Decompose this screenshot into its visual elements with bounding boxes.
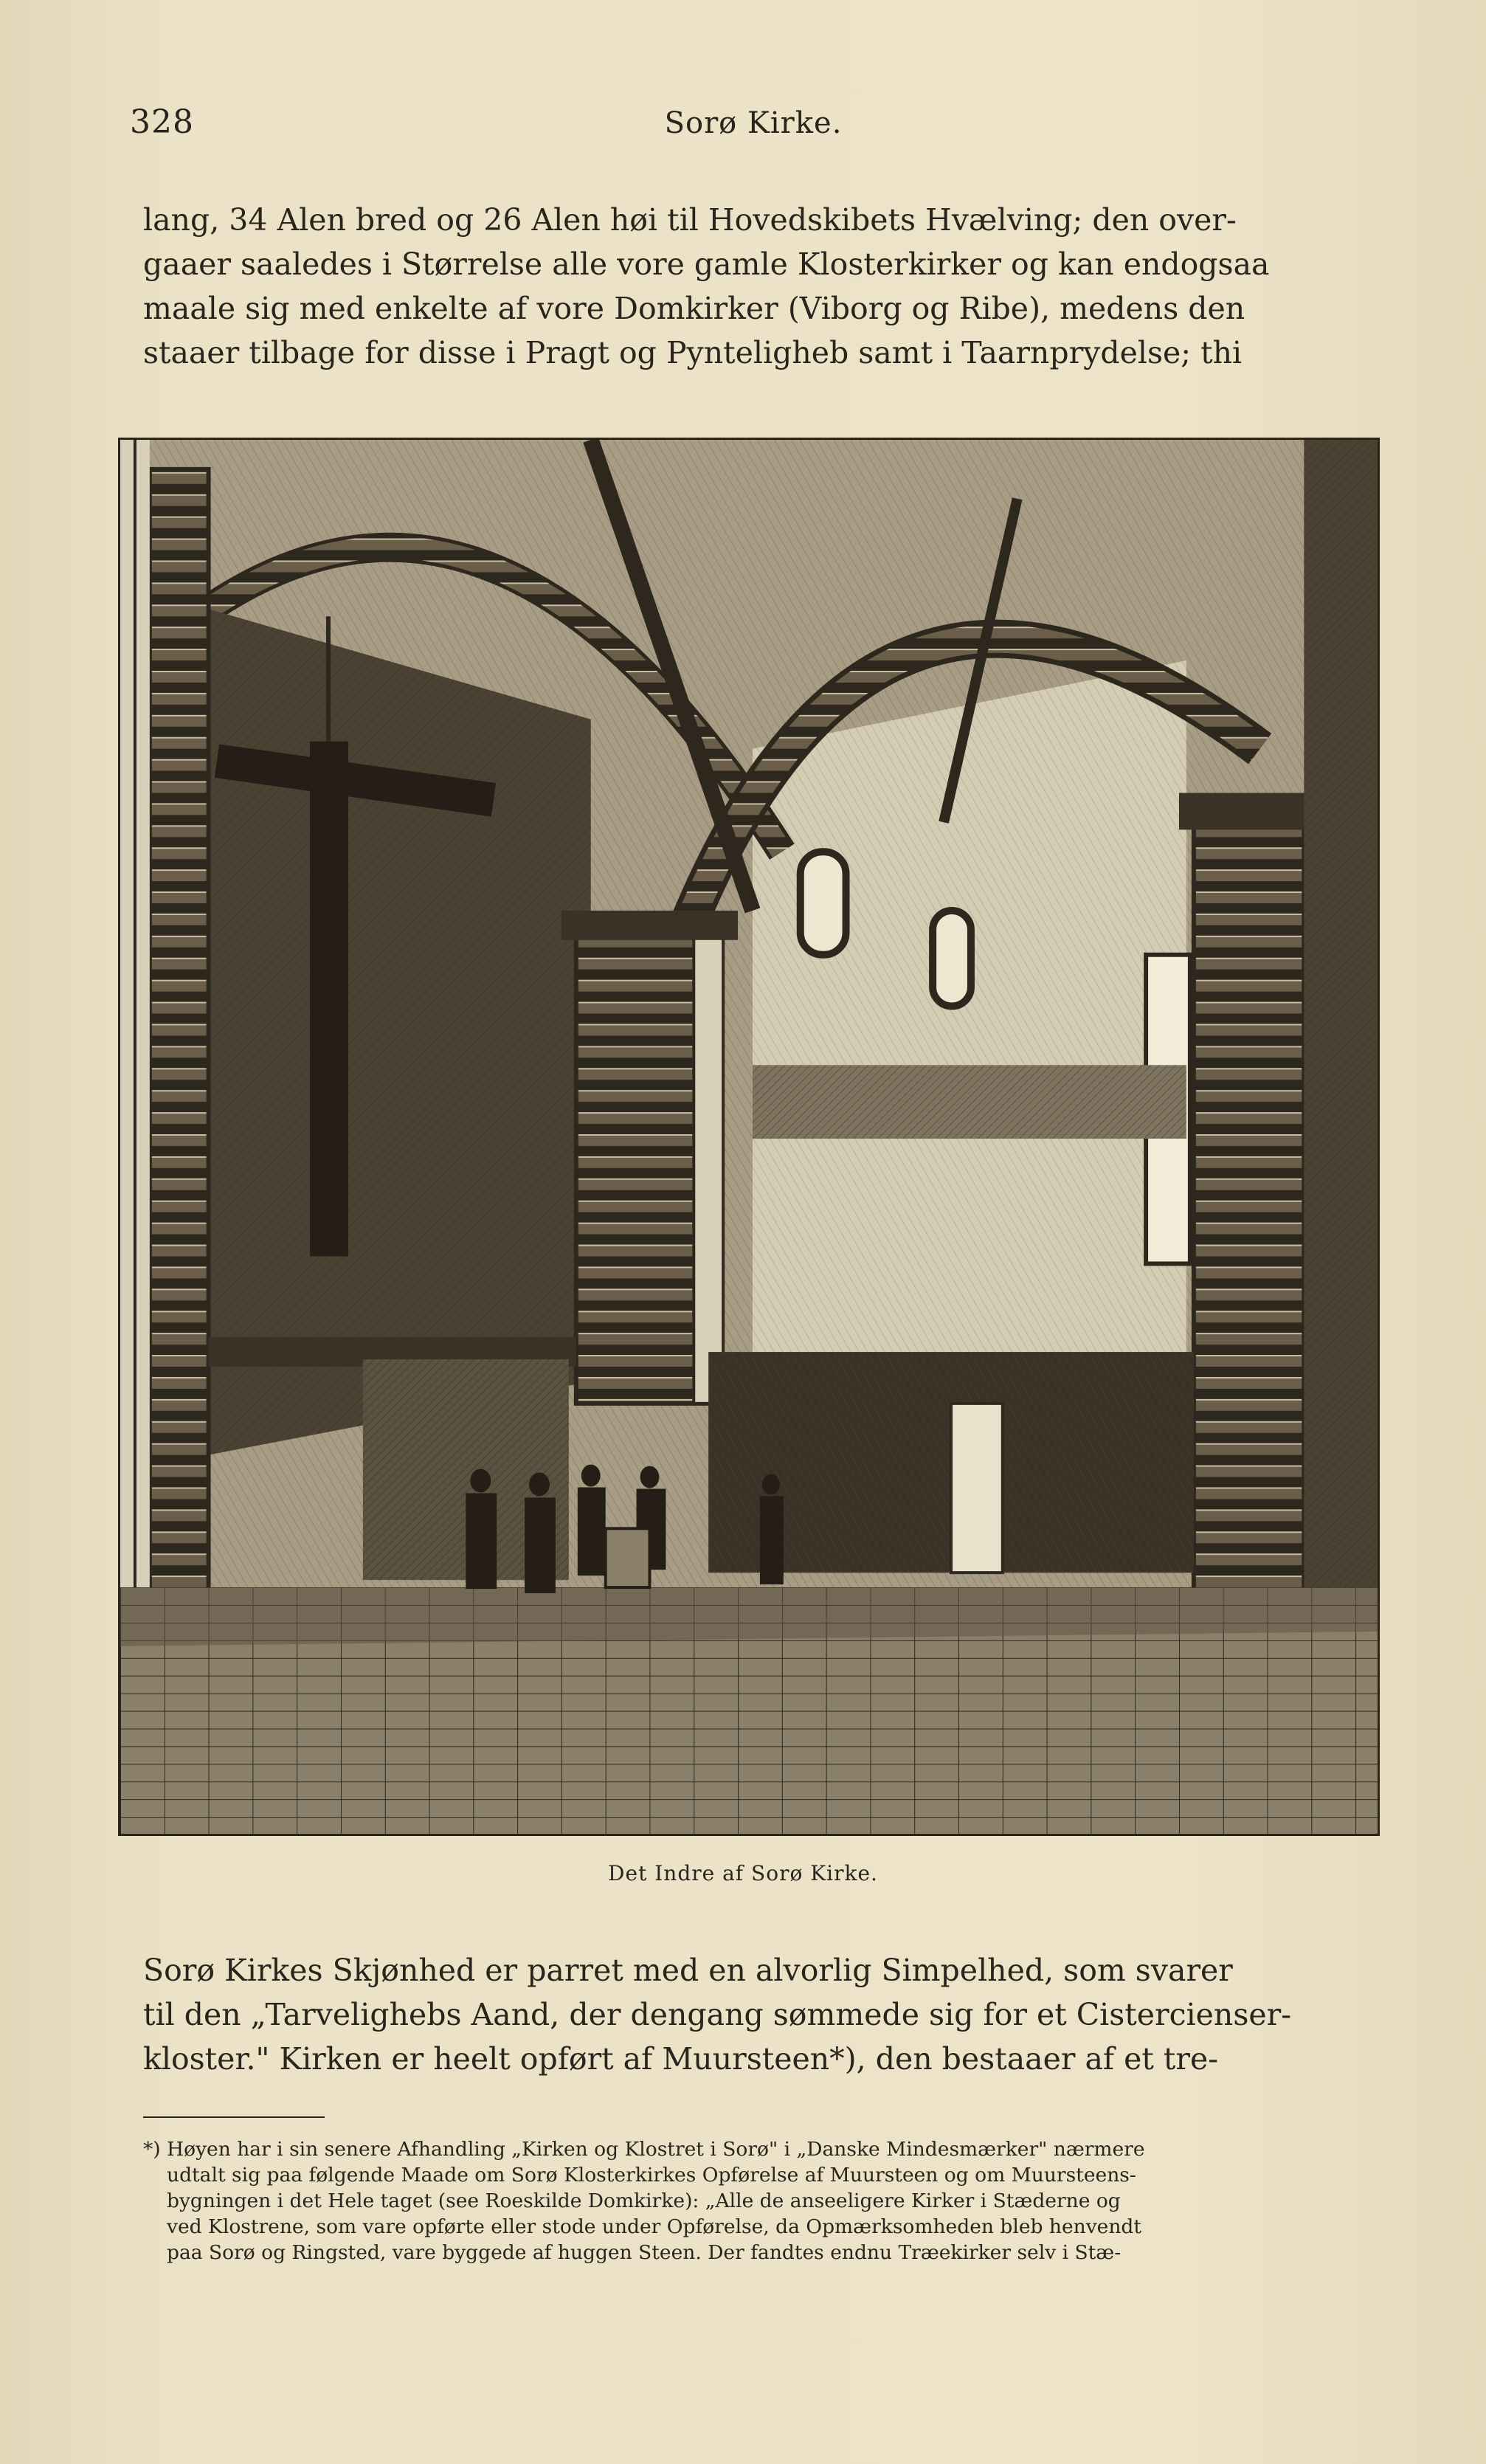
footnote-line: *) Høyen har i sin senere Afhandling „Kirken og Klostret i Sorø" i „Danske Mindesmærker" nærmere [143, 2138, 1145, 2161]
text-line: maale sig med enkelte af vore Domkirker (Viborg og Ribe), medens den [143, 291, 1245, 326]
footnote-line: udtalt sig paa følgende Maade om Sorø Klosterkirkes Opførelse af Muursteen og om Muursteens- [167, 2164, 1136, 2187]
footnote-rule [143, 2116, 325, 2118]
engraving-illustration [120, 440, 1378, 1834]
text-line: til den „Tarvelighebs Aand, der dengang sømmede sig for et Cistercienser- [143, 1997, 1292, 2032]
page-number: 328 [130, 103, 194, 141]
text-line: lang, 34 Alen bred og 26 Alen høi til Hovedskibets Hvælving; den over- [143, 202, 1237, 238]
text-line: Sorø Kirkes Skjønhed er parret med en alvorlig Simpelhed, som svarer [143, 1953, 1233, 1988]
footnote-line: bygningen i det Hele taget (see Roeskilde Domkirke): „Alle de anseeligere Kirker i Stæderne og [167, 2189, 1121, 2212]
footnote-line: paa Sorø og Ringsted, vare byggede af huggen Steen. Der fandtes endnu Træekirker selv i Stæ- [167, 2241, 1122, 2264]
footnote-line: ved Klostrene, som vare opførte eller stode under Opførelse, da Opmærksomheden bleb henvendt [167, 2215, 1142, 2238]
top-paragraph [143, 198, 1368, 375]
page-header [130, 103, 1377, 148]
footnote [143, 2136, 1368, 2265]
running-head: Sorø Kirke. [664, 106, 843, 140]
bottom-paragraph [143, 1948, 1368, 2081]
figure-caption: Det Indre af Sorø Kirke. [608, 1861, 878, 1885]
church-interior-engraving [118, 438, 1380, 1836]
text-line: gaaer saaledes i Størrelse alle vore gamle Klosterkirker og kan endogsaa [143, 246, 1270, 282]
text-line: staaer tilbage for disse i Pragt og Pynteligheb samt i Taarnprydelse; thi [143, 335, 1243, 370]
text-line: kloster." Kirken er heelt opført af Muursteen*), den bestaaer af et tre- [143, 2041, 1219, 2077]
